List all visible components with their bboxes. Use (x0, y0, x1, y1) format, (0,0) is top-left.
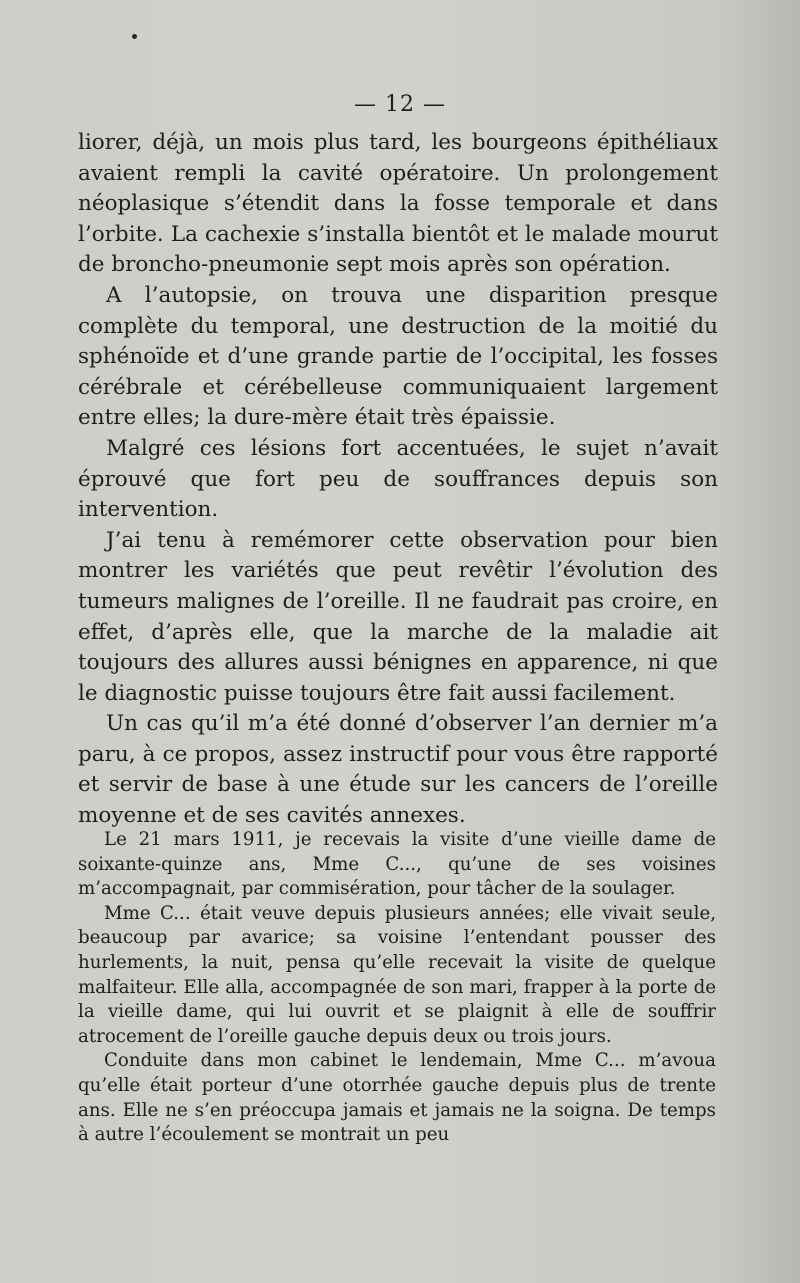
paragraph-observation: J’ai tenu à remémorer cette observation pour bien montrer les variétés que peut revêtir l’évolution des tumeurs malignes de l’oreille. Il ne faudrait pas croire, en effet, d’après elle, que la marche de la maladie ait toujours des allures aussi bénignes en apparence, ni que le diagnostic puisse toujours être fait aussi facilement. (78, 527, 718, 706)
ink-speck (132, 34, 137, 39)
case-paragraph-consultation: Conduite dans mon cabinet le lendemain, Mme C... m’avoua qu’elle était porteur d’une otorrhée gauche depuis plus de trente ans. Elle ne s’en préoccupa jamais et jamais ne la soigna. De temps à autre l’écoulement se montrait un peu (78, 1050, 716, 1146)
main-body-text (78, 128, 718, 832)
paragraph-continuation: liorer, déjà, un mois plus tard, les bourgeons épithéliaux avaient rempli la cavité opératoire. Un prolongement néoplasique s’étendit dans la fosse temporale et dans l’orbite. La cachexie s’installa bientôt et le malade mourut de broncho-pneumonie sept mois après son opération. (78, 130, 718, 278)
case-paragraph-visit: Le 21 mars 1911, je recevais la visite d’une vieille dame de soixante-quinze ans, Mme C..., qu’une de ses voisines m’accompagnait, par commisération, pour tâcher de la soulager. (78, 829, 716, 900)
paragraph-new-case: Un cas qu’il m’a été donné d’observer l’an dernier m’a paru, à ce propos, assez instructif pour vous être rapporté et servir de base à une étude sur les cancers de l’oreille moyenne et de ses cavités annexes. (78, 711, 718, 829)
case-report-text (78, 828, 716, 1148)
paragraph-autopsy: A l’autopsie, on trouva une disparition presque complète du temporal, une destruction de la moitié du sphénoïde et d’une grande partie de l’occipital, les fosses cérébrale et cérébelleuse communiquaient largement entre elles; la dure-mère était très épaissie. (78, 282, 718, 431)
case-paragraph-widow: Mme C... était veuve depuis plusieurs années; elle vivait seule, beaucoup par avarice; sa voisine l’entendant pousser des hurlements, la nuit, pensa qu’elle recevait la visite de quelque malfaiteur. Elle alla, accompagnée de son mari, frapper à la porte de la vieille dame, qui lui ouvrit et se plaignit à elle de souffrir atrocement de l’oreille gauche depuis deux ou trois jours. (78, 902, 716, 1047)
paragraph-lesions: Malgré ces lésions fort accentuées, le sujet n’avait éprouvé que fort peu de souffrances depuis son intervention. (78, 435, 718, 523)
page-number: — 12 — (354, 92, 446, 117)
